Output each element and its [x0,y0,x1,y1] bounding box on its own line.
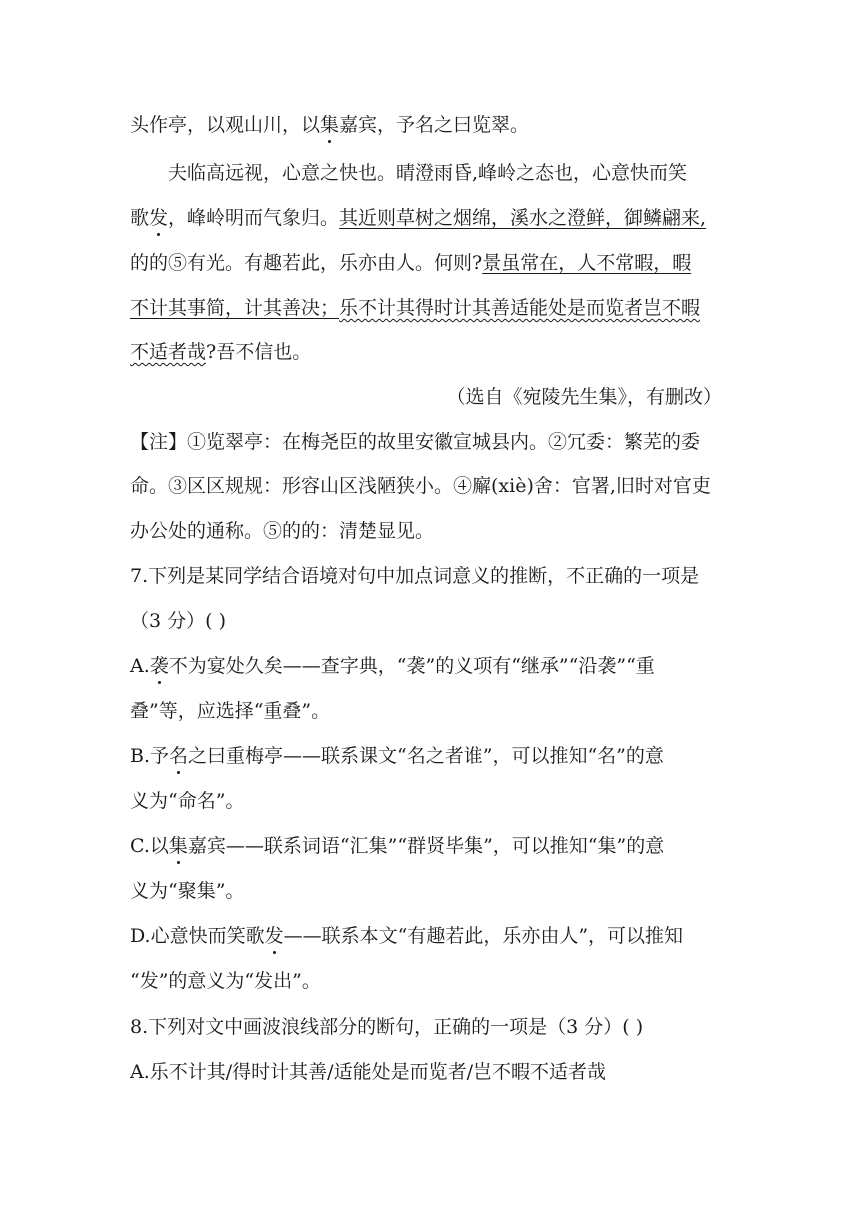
passage-line-1: 头作亭，以观山川，以集嘉宾，予名之曰览翠。 [130,114,530,136]
underlined-sentence: 其近则草树之烟绵，溪水之澄鲜，御鳞翩来, [339,207,707,229]
dotted-char: 集 [168,835,188,857]
q7-option-b: B.予名之曰重梅亭——联系课文“名之者谁”，可以推知“名”的意 [130,745,664,767]
passage-line-5 [130,296,730,320]
q7-option-b-cont: 义为“命名”。 [130,790,245,812]
dotted-char: 袭 [149,655,169,677]
note-line-1: 【注】①览翠亭：在梅尧臣的故里安徽宣城县内。②冗委：繁芜的委 [130,431,701,453]
passage-line-6: 不适者哉?吾不信也。 [130,341,312,363]
q7-stem: 7.下列是某同学结合语境对句中加点词意义的推断，不正确的一项是 [130,565,700,587]
q7-option-c: C.以集嘉宾——联系词语“汇集”“群贤毕集”，可以推知“集”的意 [130,835,665,857]
q7-option-d-cont: “发”的意义为“发出”。 [130,970,321,992]
q7-option-a: A.袭不为宴处久矣——查字典，“袭”的义项有“继承”“沿袭”“重 [130,655,655,677]
source-citation: （选自《宛陵先生集》，有删改） [446,386,722,408]
q7-option-c-cont: 义为“聚集”。 [130,880,245,902]
note-line-3: 办公处的通称。⑤的的：清楚显见。 [130,520,435,542]
passage-line-4: 的的⑤有光。有趣若此，乐亦由人。何则?景虽常在，人不常暇，暇 [130,252,692,274]
dotted-char: 发 [149,207,169,229]
underlined-sentence: 景虽常在，人不常暇，暇 [482,252,692,274]
dotted-char: 发 [264,925,284,947]
underlined-sentence: 不计其事简，计其善决； [130,297,340,319]
q7-stem-cont: （3 分）( ) [130,610,226,632]
q7-option-d: D.心意快而笑歌发——联系本文“有趣若此，乐亦由人”，可以推知 [130,925,684,947]
dotted-char: 名 [169,745,189,767]
dotted-char: 集 [320,114,340,136]
wavy-underlined-sentence: 不适者哉 [130,341,207,363]
q8-stem: 8.下列对文中画波浪线部分的断句，正确的一项是（3 分）( ) [130,1016,644,1038]
wavy-underlined-sentence: 乐不计其得时计其善适能处是而览者岂不暇 [339,297,701,319]
q8-option-a: A.乐不计其/得时计其善/适能处是而览者/岂不暇不适者哉 [130,1061,606,1083]
q7-option-a-cont: 叠”等，应选择“重叠”。 [130,700,331,722]
passage-line-2: 夫临高远视，心意之快也。晴澄雨昏,峰岭之态也，心意快而笑 [168,162,688,184]
note-line-2: 命。③区区规规：形容山区浅陋狭小。④廨(xiè)舍：官署,旧时对官吏 [130,475,711,497]
passage-line-3: 歌发，峰岭明而气象归。其近则草树之烟绵，溪水之澄鲜，御鳞翩来, [130,207,707,229]
